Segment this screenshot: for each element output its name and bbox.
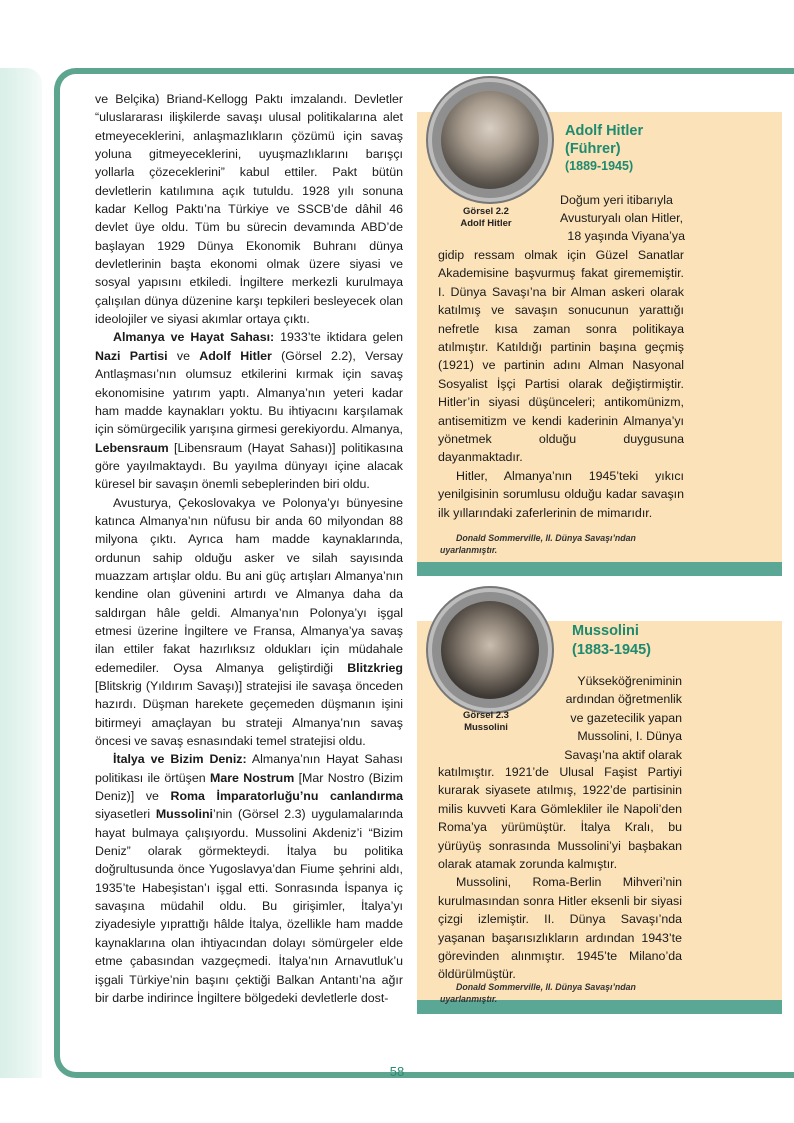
caption-line1: Görsel 2.3 [463, 710, 509, 721]
term-hitler: Adolf Hitler [199, 348, 272, 363]
text: Avusturya, Çekoslovakya ve Polonya’yı bünyesine katınca Almanya’nın nüfusu bir anda 60 milyondan 88 milyona çıktı. Ayrıca ham madde kaynaklarında, ordunun sahip olduğu asker ve silah sayısında muazzam artışlar oldu. Bu ani güç artışları Almanya’nın kendine olan güvenini artırdı ve Almanya daha da saldırgan hâle geldi. Almanya’nın Polonya’yı işgal etmesi üzerine İngiltere ve Fransa, Almanya’ya savaş ilan ettiler fakat hazırlıksız oldukları için müdahale edemediler. Oysa Almanya geliştirdiği [95, 495, 403, 675]
hitler-text-beside-2: 18 yaşında Viyana’ya [567, 229, 685, 243]
text: [Blitskrig (Yıldırım Savaşı)] stratejisi ile savaşa önceden hazırdı. Düşman harekete geçemeden düşmanın işini bitirmeyi amaçlayan bu strateji Almanya’nın savaş öncesi ve savaş esnasındaki temel stratejisi oldu. [95, 679, 403, 749]
term-lebensraum: Lebensraum [95, 440, 169, 455]
mussolini-source [440, 981, 636, 1005]
mussolini-name: Mussolini [572, 623, 639, 639]
text: siyasetleri [95, 807, 156, 822]
text: ve [167, 348, 200, 363]
mussolini-caption [436, 710, 536, 734]
portrait-image [441, 91, 539, 189]
paragraph-briand-kellogg: ve Belçika) Briand-Kellogg Paktı imzalandı. Devletler “uluslararası ilişkilerde savaşı ulusal politikalarına alet etmeyeceklerini, anlaşmazlıkların çözümü için savaş yoluna gitmeyeceklerini, uyuşmazlıklarını barışçı yollarla çözeceklerini” kabul ettiler. Pakt bütün devletlerin katılımına açık tutuldu. 1928 yılı sonuna kadar Kellog Paktı’na Türkiye ve SSCB’de dâhil 46 devlet üye oldu. Tüm bu sürecin devamında ABD’de başlayan 1929 Dünya Ekonomik Buhranı dünya devletlerinin başta ekonomi olmak üzere siyasi ve sosyal yapısını etkiledi. İngiltere merkezli kurulmaya çalışılan dünya düzenine karşı tepkileri besleyecek olan ideolojiler ve siyasi akımlar ortaya çıktı. [95, 92, 403, 327]
mussolini-years: (1883-1945) [572, 642, 651, 658]
hitler-portrait [432, 82, 548, 198]
source-line2: uyarlanmıştır. [440, 545, 498, 555]
source-line1: Donald Sommerville, II. Dünya Savaşı’ndan [456, 982, 636, 992]
source-line1: Donald Sommerville, II. Dünya Savaşı’ndan [456, 533, 636, 543]
hitler-name [565, 122, 643, 158]
left-column [95, 90, 403, 1007]
text: 1933’te iktidara gelen [274, 330, 403, 345]
mussolini-text [438, 763, 682, 984]
paragraph-italya [95, 750, 403, 1007]
mussolini-text-p1: katılmıştır. 1921’de Ulusal Faşist Partiyi kurarak siyasete atılmış, 1922’de partisinin milis kuvveti Kara Gömlekliler ile Napoli’den Roma’ya yürümüştür. İtalya Kralı, bu yürüyüş sonrasında Mussolini’yi başbakan olarak atamak zorunda kalmıştır. [438, 765, 682, 872]
caption-line2: Adolf Hitler [460, 218, 512, 229]
text: [Libensraum (Hayat Sahası)] politikasına göre yayılmaktaydı. Bu yayılma dünyayı içine alacak küresel bir savaşın önemli sebeplerinden biri oldu. [95, 440, 403, 492]
text: [Mar Nostro (Bizim Deniz)] ve [95, 770, 403, 804]
term-nazi: Nazi Partisi [95, 348, 168, 363]
source-line2: uyarlanmıştır. [440, 994, 498, 1004]
heading-almanya: Almanya ve Hayat Sahası: [113, 330, 275, 345]
paragraph-almanya [95, 328, 403, 493]
hitler-text-p2: Hitler, Almanya’nın 1945’teki yıkıcı yenilgisinin sorumlusu olduğu kadar savaşın ilk yıllarındaki zaferlerinin de mimarıdır. [438, 468, 684, 520]
term-mare-nostrum: Mare Nostrum [210, 770, 295, 785]
box-band [417, 562, 782, 576]
heading-italya: İtalya ve Bizim Deniz: [113, 752, 247, 767]
hitler-text [438, 246, 684, 522]
page-number: 58 [389, 1064, 405, 1079]
hitler-text-beside-1: Doğum yeri itibarıyla Avusturyalı olan Hitler, [560, 193, 684, 226]
text: (Görsel 2.2), Versay Antlaşması’nın olumsuz etkilerini kırmak için savaş ekonomisine yatırım yaptı. Almanya’nın yeteri kadar ham madde kaynakları yoktu. Bu ihtiyacını karşılamak için sömürgecilik yarışına girmesi gerekiyordu. Almanya, [95, 348, 403, 437]
hitler-name-line2: (Führer) [565, 141, 621, 157]
mussolini-text-p2: Mussolini, Roma-Berlin Mihveri’nin kurulmasından sonra Hitler eksenli bir siyasi çizgi izlemiştir. II. Dünya Savaşı’nda yaşanan başarısızlıkların ardından 1943’te görevinden alınmıştır. 1945’te Milano’da öldürülmüştür. [438, 875, 682, 982]
term-roma: Roma İmparatorluğu’nu canlandırma [170, 789, 403, 804]
text: Almanya’nın Hayat Sahası politikası ile örtüşen [95, 752, 403, 785]
paragraph-avusturya [95, 494, 403, 751]
hitler-text-p1: gidip ressam olmak için Güzel Sanatlar Akademisine başvurmuş fakat girememiştir. I. Dünya Savaşı’na bir Alman askeri olarak katılmış ve savaşın sonucunun yarattığı nefretle kısa zaman sonra politikaya atılmıştır. Katıldığı partinin başına geçmiş (1921) ve partinin adını Alman Nasyonal Sosyalist İşçi Partisi olarak değiştirmiştir. Hitler’in siyasi düşünceleri; antikomünizm, antisemitizm ve kendi kaderinin Almanya’yı yönetmek olduğu duygusuna dayanmaktadır. [438, 248, 684, 465]
mussolini-text-beside: Yükseköğreniminin ardından öğretmenlik ve gazetecilik yapan Mussolini, I. Dünya Savaşı’na aktif olarak [564, 674, 682, 762]
term-blitzkrieg: Blitzkrieg [347, 660, 403, 675]
caption-line1: Görsel 2.2 [463, 206, 509, 217]
mussolini-portrait [432, 592, 548, 708]
term-mussolini: Mussolini [155, 807, 213, 822]
portrait-image [441, 601, 539, 699]
hitler-years: (1889-1945) [565, 159, 634, 173]
hitler-name-line1: Adolf Hitler [565, 123, 644, 139]
hitler-source [440, 532, 636, 556]
caption-line2: Mussolini [464, 722, 508, 733]
hitler-caption [436, 206, 536, 230]
side-strip [0, 68, 42, 1078]
text: ’nin (Görsel 2.3) uygulamalarında hayat bulmaya çalışıyordu. Mussolini Akdeniz’i “Bizim Deniz” olarak görmekteydi. İtalya bu politika doğrultusunda önce Yugoslavya’dan Fiume şehrini aldı, 1935’te Habeşistan’ı işgal etti. Sonrasında İspanya iç savaşına müdahil oldu. Bu girişimler, İtalya’yı ziyadesiyle yıprattığı hâlde İtalya, özellikle ham madde kaynaklarına olan ihtiyacından dolayı sömürgeler elde etme çabasından vazgeçmedi. İtalya’nın Arnavutluk’u işgali Türkiye’nin başını çektiği Balkan Antantı’na ağır bir darbe indirince İngiltere bölgedeki devletlerle dost- [95, 807, 403, 1005]
